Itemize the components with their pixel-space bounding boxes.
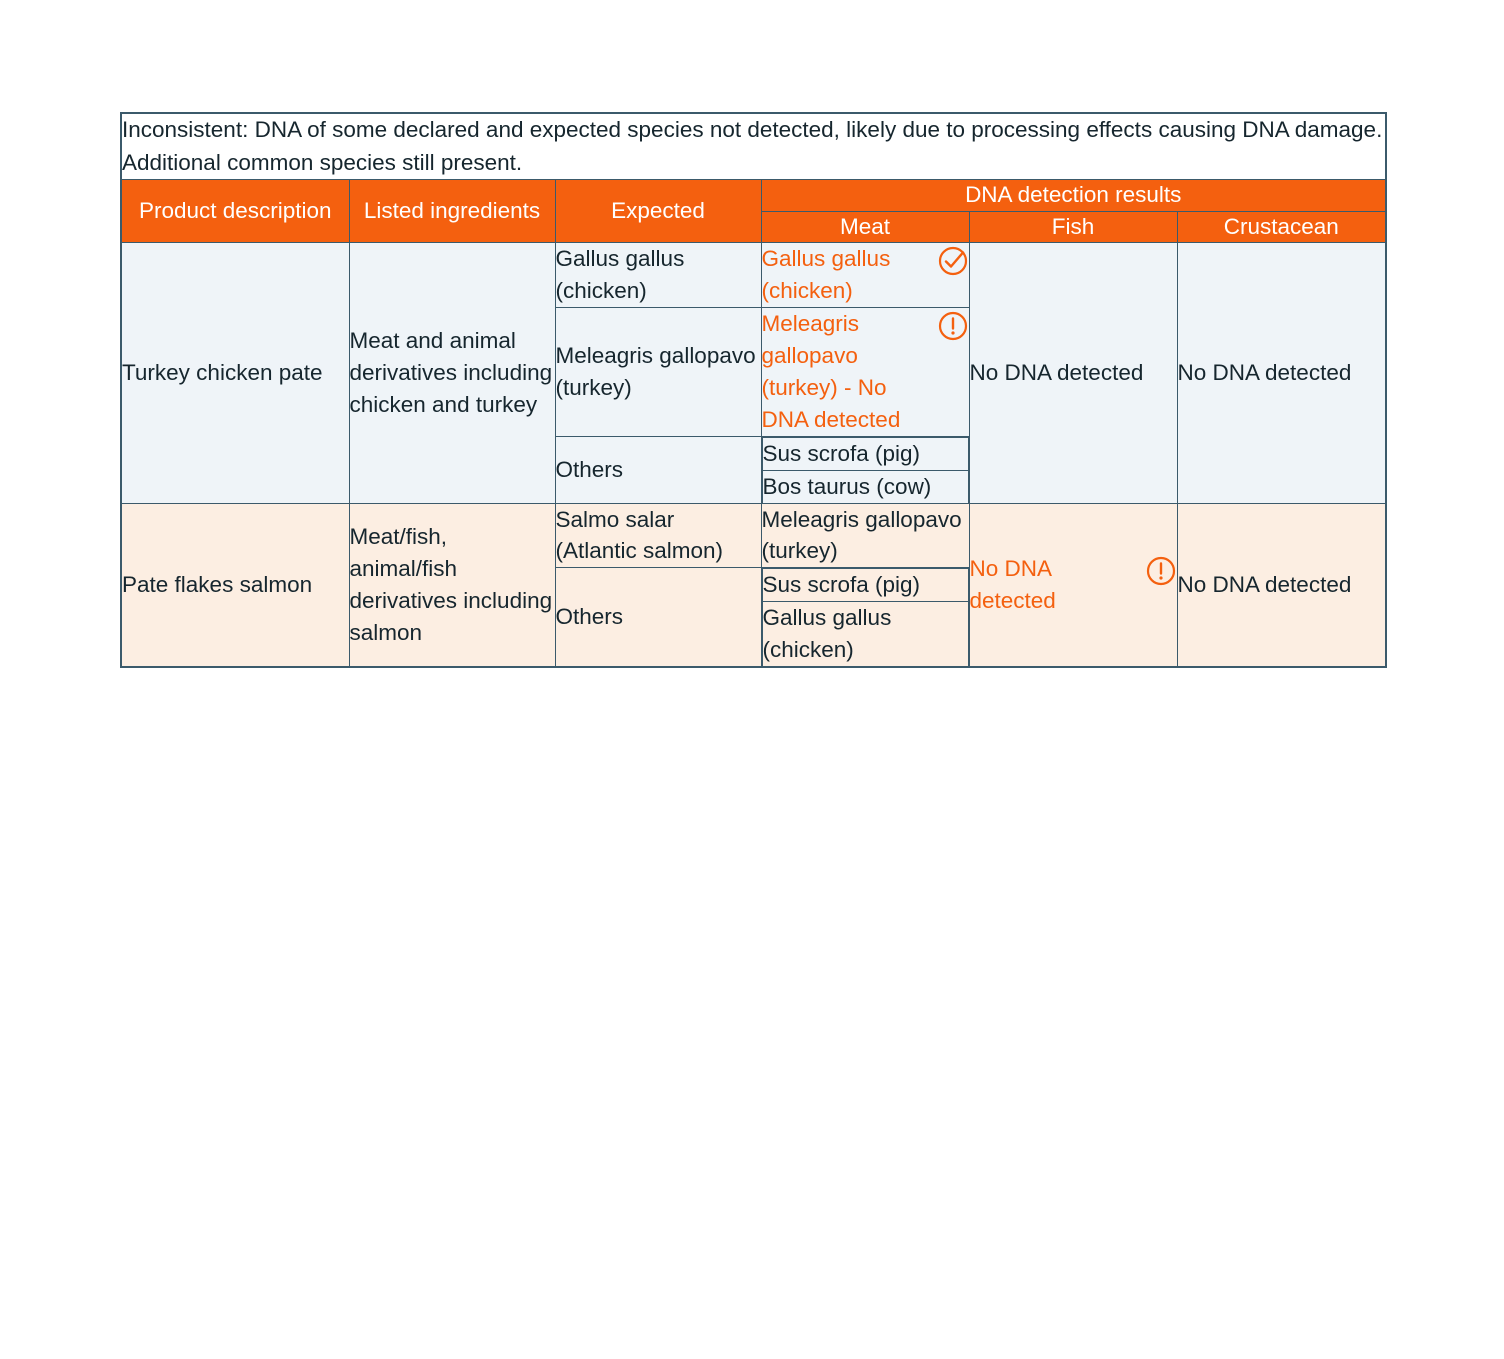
dna-results-table	[120, 112, 1387, 668]
meat-result	[761, 307, 969, 436]
meat-result-text: Sus scrofa (pig)	[762, 569, 968, 602]
header-crustacean: Crustacean	[1177, 211, 1386, 242]
listed-ingredients: Meat and animal derivatives including chicken and turkey	[349, 243, 555, 504]
list-item	[762, 437, 968, 470]
meat-result-text: Meleagris gallopavo (turkey)	[761, 506, 962, 564]
header-fish: Fish	[969, 211, 1177, 242]
meat-result-text: Bos taurus (cow)	[762, 470, 968, 502]
alert-circle-icon	[1145, 555, 1177, 587]
list-item	[762, 602, 968, 666]
meat-result-list	[762, 568, 969, 666]
meat-result	[761, 503, 969, 568]
expected-species: Others	[555, 568, 761, 667]
crustacean-result-text: No DNA detected	[1177, 359, 1352, 385]
listed-ingredients: Meat/fish, animal/fish derivatives including salmon	[349, 503, 555, 667]
header-dna-detection-results: DNA detection results	[761, 180, 1386, 211]
expected-species: Salmo salar (Atlantic salmon)	[555, 503, 761, 568]
fish-result-text: No DNA detected	[969, 359, 1144, 385]
meat-result-text: Gallus gallus (chicken)	[761, 246, 891, 303]
list-item	[762, 470, 968, 502]
crustacean-result-text: No DNA detected	[1177, 571, 1352, 597]
meat-result-list	[762, 437, 969, 503]
meat-result	[761, 243, 969, 308]
meat-result-group	[761, 568, 969, 667]
product-description: Turkey chicken pate	[121, 243, 349, 504]
header-row-top	[121, 180, 1386, 211]
fish-result	[969, 503, 1177, 667]
dna-results-table-wrapper	[120, 112, 1385, 668]
fish-result-text: No DNA detected	[969, 555, 1056, 613]
meat-result-text: Sus scrofa (pig)	[762, 437, 968, 470]
crustacean-result	[1177, 243, 1386, 504]
meat-result-text: Gallus gallus (chicken)	[762, 602, 968, 666]
list-item	[762, 569, 968, 602]
header-expected: Expected	[555, 180, 761, 243]
note-row	[121, 113, 1386, 180]
crustacean-result	[1177, 503, 1386, 667]
header-product-description: Product description	[121, 180, 349, 243]
expected-species: Others	[555, 436, 761, 503]
table-row	[121, 243, 1386, 308]
table-row	[121, 503, 1386, 568]
product-description: Pate flakes salmon	[121, 503, 349, 667]
header-meat: Meat	[761, 211, 969, 242]
expected-species: Gallus gallus (chicken)	[555, 243, 761, 308]
header-listed-ingredients: Listed ingredients	[349, 180, 555, 243]
alert-circle-icon	[937, 310, 969, 342]
meat-result-text: Meleagris gallopavo (turkey) - No DNA detected	[761, 310, 901, 432]
expected-species: Meleagris gallopavo (turkey)	[555, 307, 761, 436]
meat-result-group	[761, 436, 969, 503]
check-circle-icon	[937, 245, 969, 277]
note-text: Inconsistent: DNA of some declared and expected species not detected, likely due to processing effects causing DNA damage. Additional common species still present.	[121, 113, 1386, 180]
fish-result	[969, 243, 1177, 504]
